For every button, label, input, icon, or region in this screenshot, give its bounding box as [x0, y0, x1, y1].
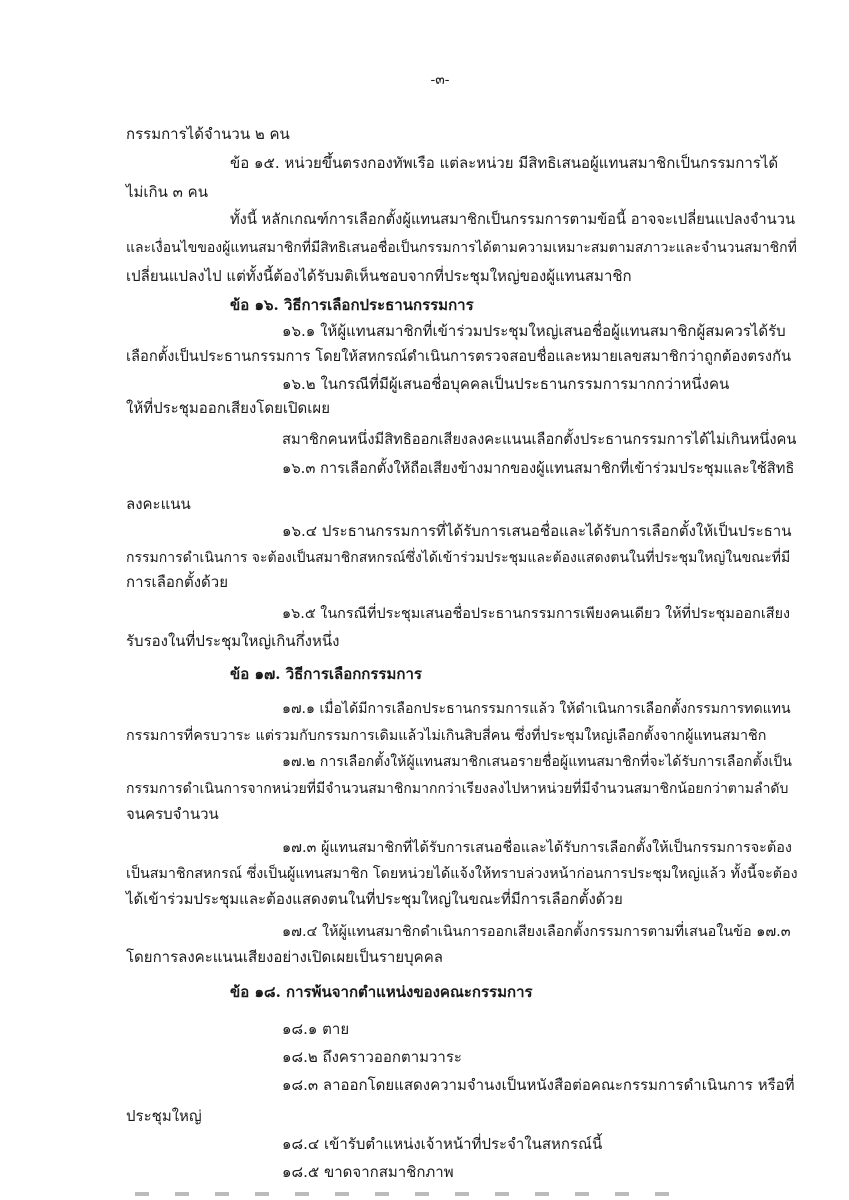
- clause-15: ข้อ ๑๕. หน่วยขึ้นตรงกองทัพเรือ แต่ละหน่วย มีสิทธิเสนอผู้แทนสมาชิกเป็นกรรมการได้: [230, 154, 779, 172]
- text-line: เป็นสมาชิกสหกรณ์ ซึ่งเป็นผู้แทนสมาชิก โดยหน่วยได้แจ้งให้ทราบล่วงหน้าก่อนการประชุมใหญ่แล้ว ทั้งนี้จะต้อง: [126, 866, 798, 882]
- clause-16-4: ๑๖.๔ ประธานกรรมการที่ได้รับการเสนอชื่อและได้รับการเลือกตั้งให้เป็นประธาน: [282, 522, 792, 540]
- text-line: ได้เข้าร่วมประชุมและต้องแสดงตนในที่ประชุมใหญ่ในขณะที่มีการเลือกตั้งด้วย: [126, 890, 623, 908]
- text-line: ทั้งนี้ หลักเกณฑ์การเลือกตั้งผู้แทนสมาชิกเป็นกรรมการตามข้อนี้ อาจจะเปลี่ยนแปลงจำนวน: [230, 211, 795, 228]
- text-line: ประชุมใหญ่: [126, 1107, 202, 1125]
- text-line: และเงื่อนไขของผู้แทนสมาชิกที่มีสิทธิเสนอชื่อเป็นกรรมการได้ตามความเหมาะสมตามสภาวะและจำนวนสมาชิกที่: [126, 240, 797, 256]
- text-line: เปลี่ยนแปลงไป แต่ทั้งนี้ต้องได้รับมติเห็นชอบจากที่ประชุมใหญ่ของผู้แทนสมาชิก: [126, 267, 632, 285]
- clause-17-4: ๑๗.๔ ให้ผู้แทนสมาชิกดำเนินการออกเสียงเลือกตั้งกรรมการตามที่เสนอในข้อ ๑๗.๓: [282, 924, 791, 940]
- text-line: สมาชิกคนหนึ่งมีสิทธิออกเสียงลงคะแนนเลือกตั้งประธานกรรมการได้ไม่เกินหนึ่งคน: [282, 431, 797, 448]
- clause-17-2: ๑๗.๒ การเลือกตั้งให้ผู้แทนสมาชิกเสนอรายชื่อผู้แทนสมาชิกที่จะได้รับการเลือกตั้งเป็น: [282, 754, 792, 770]
- text-line: กรรมการได้จำนวน ๒ คน: [126, 125, 290, 143]
- clause-18-heading: ข้อ ๑๘. การพ้นจากตำแหน่งของคณะกรรมการ: [230, 983, 533, 1001]
- clause-17-3: ๑๗.๓ ผู้แทนสมาชิกที่ได้รับการเสนอชื่อและได้รับการเลือกตั้งให้เป็นกรรมการจะต้อง: [282, 840, 792, 856]
- clause-18-4: ๑๘.๔ เข้ารับตำแหน่งเจ้าหน้าที่ประจำในสหกรณ์นี้: [282, 1135, 603, 1153]
- clause-16-heading: ข้อ ๑๖. วิธีการเลือกประธานกรรมการ: [230, 296, 474, 314]
- text-line: รับรองในที่ประชุมใหญ่เกินกึ่งหนึ่ง: [126, 632, 340, 650]
- text-line: โดยการลงคะแนนเสียงอย่างเปิดเผยเป็นรายบุคคล: [126, 948, 443, 966]
- clause-16-5: ๑๖.๕ ในกรณีที่ประชุมเสนอชื่อประธานกรรมการเพียงคนเดียว ให้ที่ประชุมออกเสียง: [282, 606, 791, 622]
- text-line: การเลือกตั้งด้วย: [126, 573, 228, 591]
- page-number: -๓-: [430, 72, 450, 88]
- text-line: กรรมการที่ครบวาระ แต่รวมกับกรรมการเดิมแล้วไม่เกินสิบสี่คน ซึ่งที่ประชุมใหญ่เลือกตั้งจากผู้แทนสมาชิก: [126, 728, 767, 744]
- clause-18-3: ๑๘.๓ ลาออกโดยแสดงความจำนงเป็นหนังสือต่อคณะกรรมการดำเนินการ หรือที่: [282, 1076, 795, 1094]
- clause-16-1: ๑๖.๑ ให้ผู้แทนสมาชิกที่เข้าร่วมประชุมใหญ่เสนอชื่อผู้แทนสมาชิกผู้สมควรได้รับ: [282, 322, 786, 340]
- clause-16-3: ๑๖.๓ การเลือกตั้งให้ถือเสียงข้างมากของผู้แทนสมาชิกที่เข้าร่วมประชุมและใช้สิทธิ: [282, 460, 795, 477]
- clause-18-1: ๑๘.๑ ตาย: [282, 1020, 350, 1038]
- text-line: ให้ที่ประชุมออกเสียงโดยเปิดเผย: [126, 399, 330, 417]
- scan-artifact: [135, 1192, 695, 1196]
- clause-16-2: ๑๖.๒ ในกรณีที่มีผู้เสนอชื่อบุคคลเป็นประธานกรรมการมากกว่าหนึ่งคน: [282, 375, 730, 393]
- text-line: ลงคะแนน: [126, 495, 191, 513]
- clause-18-2: ๑๘.๒ ถึงคราวออกตามวาระ: [282, 1048, 462, 1066]
- clause-17-heading: ข้อ ๑๗. วิธีการเลือกกรรมการ: [230, 665, 422, 683]
- text-line: เลือกตั้งเป็นประธานกรรมการ โดยให้สหกรณ์ดำเนินการตรวจสอบชื่อและหมายเลขสมาชิกว่าถูกต้องตรงกัน: [126, 348, 791, 365]
- text-line: จนครบจำนวน: [126, 805, 219, 823]
- clause-17-1: ๑๗.๑ เมื่อได้มีการเลือกประธานกรรมการแล้ว ให้ดำเนินการเลือกตั้งกรรมการทดแทน: [282, 701, 791, 717]
- text-line: กรรมการดำเนินการ จะต้องเป็นสมาชิกสหกรณ์ซึ่งได้เข้าร่วมประชุมและต้องแสดงตนในที่ประชุมใหญ่ในขณะที่มี: [126, 550, 791, 566]
- text-line: กรรมการดำเนินการจากหน่วยที่มีจำนวนสมาชิกมากกว่าเรียงลงไปหาหน่วยที่มีจำนวนสมาชิกน้อยกว่าตามลำดับ: [126, 781, 789, 797]
- text-line: ไม่เกิน ๓ คน: [126, 183, 208, 201]
- clause-18-5: ๑๘.๕ ขาดจากสมาชิกภาพ: [282, 1163, 454, 1181]
